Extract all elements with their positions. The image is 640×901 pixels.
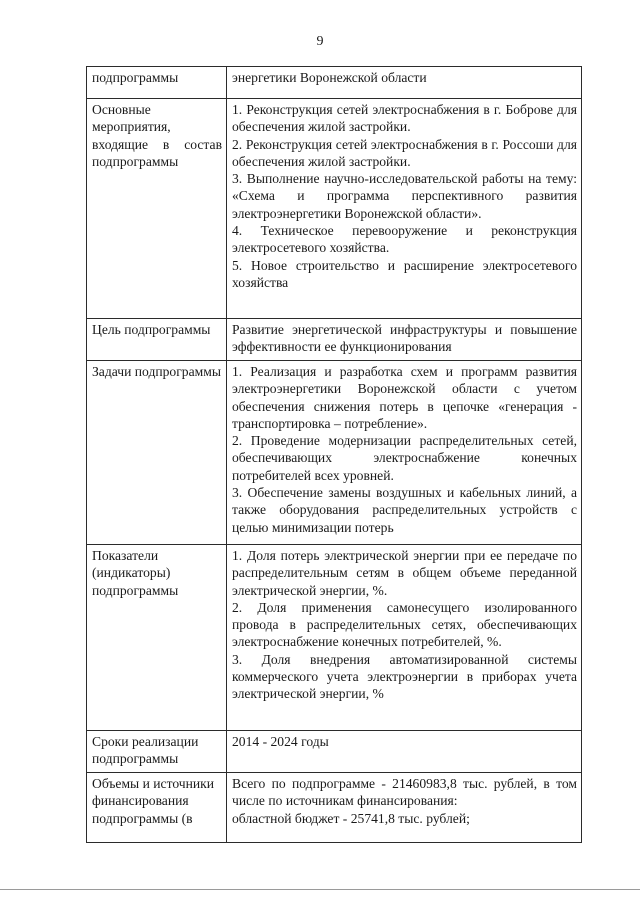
row-label	[87, 545, 227, 731]
table-row	[87, 67, 582, 99]
content-text: Развитие энергетической инфраструктуры и повышение эффективности ее функционирования	[232, 322, 577, 355]
row-content	[227, 773, 582, 843]
content-text: 3. Доля внедрения автоматизированной системы коммерческого учета электроэнергии в приборах учета электрической энергии, %	[232, 651, 577, 702]
content-text: 3. Выполнение научно-исследовательской работы на тему: «Схема и программа перспективного развития электроэнергетики Воронежской области».	[232, 171, 577, 221]
table-row	[87, 361, 582, 545]
content-text: Всего по подпрограмме - 21460983,8 тыс. рублей, в том числе по источникам финансирования:	[232, 776, 577, 809]
page-number: 9	[316, 34, 324, 49]
table-row	[87, 773, 582, 843]
row-content	[227, 99, 582, 319]
content-text: 1. Реконструкция сетей электроснабжения в г. Боброве для обеспечения жилой застройки.	[232, 102, 577, 135]
content-text: 1. Реализация и разработка схем и программ развития электроэнергетики Воронежской области с учетом обеспечения снижения потерь в цепочке «генерация - транспортировка – потребление».	[232, 364, 577, 431]
row-label	[87, 731, 227, 773]
label-text: Основные мероприятия, входящие в состав подпрограммы	[92, 102, 222, 169]
row-label	[87, 361, 227, 545]
content-text: 2014 - 2024 годы	[232, 734, 329, 749]
label-text: Показатели (индикаторы) подпрограммы	[92, 548, 179, 598]
row-label	[87, 319, 227, 361]
label-text: Цель подпрограммы	[92, 322, 211, 337]
label-text: подпрограммы	[92, 70, 179, 85]
content-text: областной бюджет - 25741,8 тыс. рублей;	[232, 810, 470, 826]
label-text: Задачи подпрограммы	[92, 364, 221, 379]
table-row	[87, 319, 582, 361]
content-text: 5. Новое строительство и расширение электросетевого хозяйства	[232, 257, 577, 290]
row-content	[227, 319, 582, 361]
row-content	[227, 731, 582, 773]
content-text: 3. Обеспечение замены воздушных и кабельных линий, а также оборудования распределительных устройств с целью минимизации потерь	[232, 485, 577, 535]
table-row	[87, 545, 582, 731]
passport-table	[86, 66, 582, 843]
row-label	[87, 773, 227, 843]
content-text: 4. Техническое перевооружение и реконструкция электросетевого хозяйства.	[232, 223, 577, 256]
table-row	[87, 99, 582, 319]
label-text: Объемы и источники финансирования подпрограммы (в	[92, 776, 215, 826]
label-text: Сроки реализации подпрограммы	[92, 734, 199, 767]
content-text: энергетики Воронежской области	[232, 70, 427, 85]
row-label	[87, 99, 227, 319]
row-content	[227, 545, 582, 731]
content-text: 1. Доля потерь электрической энергии при ее передаче по распределительным сетям в общем объеме переданной электрической энергии, %.	[232, 548, 577, 598]
row-label	[87, 67, 227, 99]
content-text: 2. Доля применения самонесущего изолированного провода в распределительных сетях, обеспечивающих электроснабжение конечных потребителей, %.	[232, 599, 577, 650]
page-bottom-edge	[0, 889, 640, 890]
content-text: 2. Проведение модернизации распределительных сетей, обеспечивающих электроснабжение конечных потребителей всех уровней.	[232, 433, 577, 483]
row-content	[227, 361, 582, 545]
table-row	[87, 731, 582, 773]
row-content	[227, 67, 582, 99]
content-text: 2. Реконструкция сетей электроснабжения в г. Россоши для обеспечения жилой застройки.	[232, 136, 577, 169]
